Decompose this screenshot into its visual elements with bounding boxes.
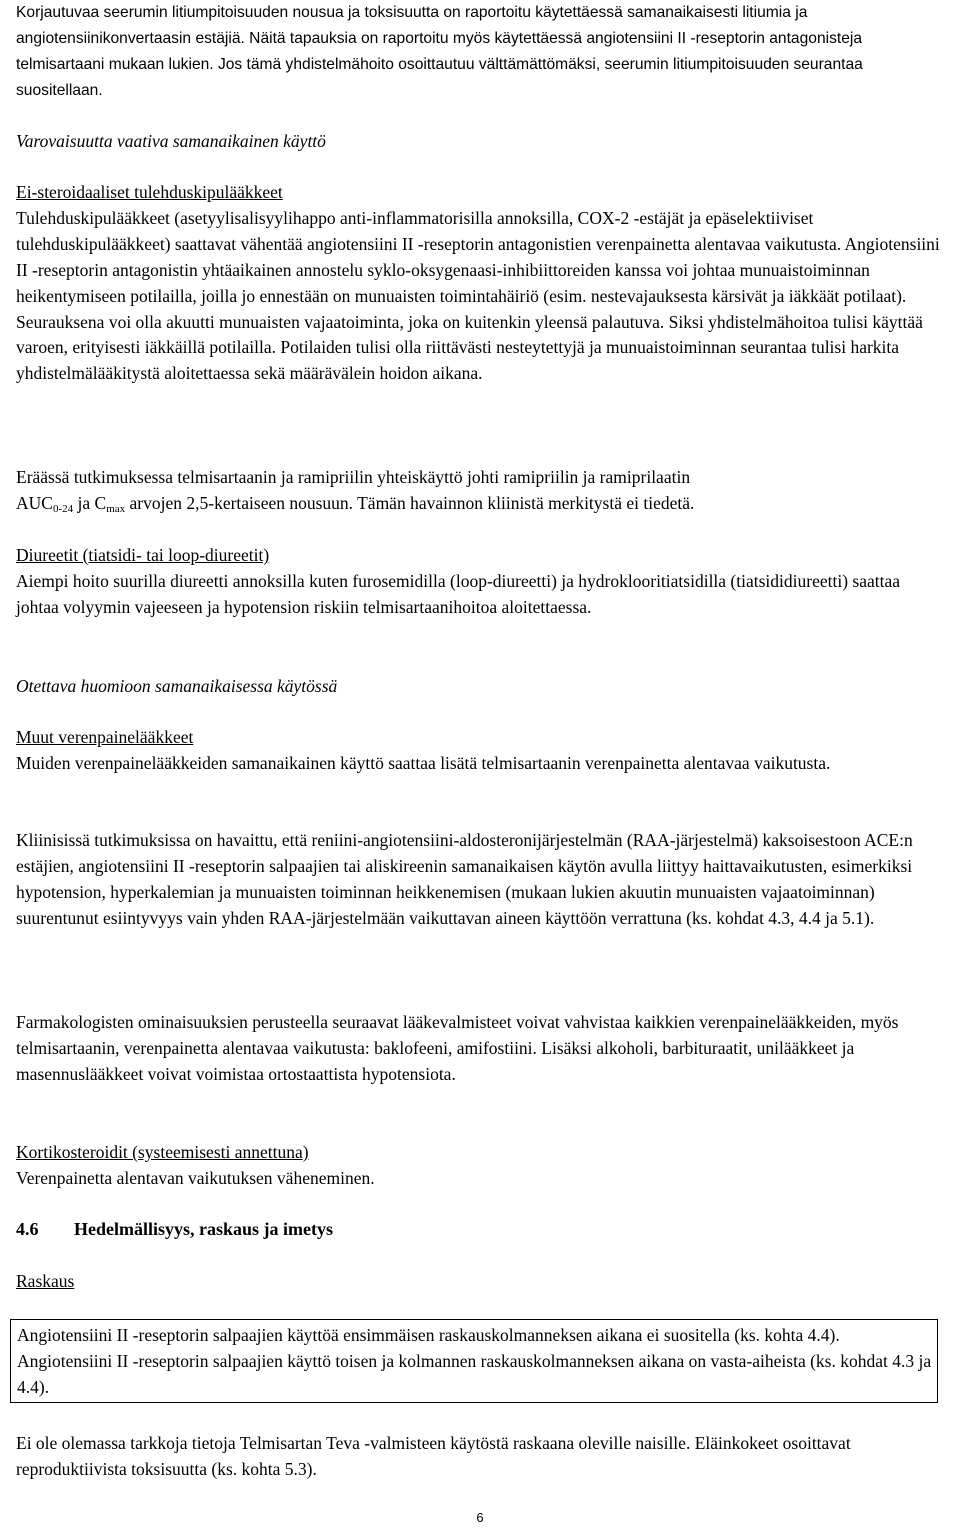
cmax-subscript: max [106,502,126,515]
ramipril-rest: arvojen 2,5-kertaiseen nousuun. Tämän havainnon kliinistä merkitystä ei tiedetä. [125,492,695,513]
section-number: 4.6 [16,1219,39,1239]
corticosteroids-title: Kortikosteroidit (systeemisesti annettuna) [16,1142,309,1162]
section-title: Hedelmällisyys, raskaus ja imetys [74,1219,333,1239]
other-bp-title: Muut verenpainelääkkeet [16,727,194,747]
pregnancy-title: Raskaus [16,1271,75,1291]
nsaid-body: Tulehduskipulääkkeet (asetyylisalisyylihappo anti-inflammatorisilla annoksilla, COX-2 -estäjät ja epäselektiiviset tulehduskipulääkkeet) saattavat vähentää angiotensiini II -reseptorin antagonistien verenpainetta alentavaa vaikutusta. Angiotensiini II -reseptorin antagonistin yhtäaikainen annostelu syklo-oksygenaasi-inhibiittoreiden kanssa voi johtaa munuaistoiminnan heikentymiseen potilailla, joilla jo ennestään on munuaisten toimintahäiriö (esim. nestevajauksesta kärsivät ja iäkkäät potilaat). Seurauksena voi olla akuutti munuaisten vajaatoiminta, joka on kuitenkin yleensä palautuva. Siksi yhdistelmähoitoa tulisi käyttää varoen, erityisesti iäkkäillä potilailla. Potilaiden tulisi olla riittävästi nesteytettyjä ja munuaistoiminnan seurantaa tulisi harkita yhdistelmälääkitystä aloitettaessa sekä määrävälein hoidon aikana. [16,207,940,384]
raa-paragraph: Kliinisissä tutkimuksissa on havaittu, että reniini-angiotensiini-aldosteronijärjestelmän (RAA-järjestelmä) kaksoisestoon ACE:n estäjien, angiotensiini II -reseptorin salpaajien tai aliskireenin samanaikaisen käytön avulla liittyy haittavaikutusten, esimerkiksi hypotension, hyperkalemian ja munuaisten toiminnan heikkenemisen (mukaan lukien akuutin munuaisten vajaatoiminnan) suurentunut esiintyvyys vain yhden RAA-järjestelmään vaikuttavan aineen käyttöön verrattuna (ks. kohdat 4.3, 4.4 ja 5.1). [16,830,913,928]
pregnancy-warning-box [10,1319,938,1403]
auc-label: AUC [16,492,53,513]
nsaid-title: Ei-steroidaaliset tulehduskipulääkkeet [16,182,283,202]
and-c-label: ja C [73,492,107,513]
diuretics-title: Diureetit (tiatsidi- tai loop-diureetit) [16,545,270,565]
no-data-paragraph: Ei ole olemassa tarkkoja tietoja Telmisartan Teva -valmisteen käytöstä raskaana oleville naisille. Eläinkokeet osoittavat reproduktiivista toksisuutta (ks. kohta 5.3). [16,1433,851,1479]
other-bp-body: Muiden verenpainelääkkeiden samanaikainen käyttö saattaa lisätä telmisartaanin verenpainetta alentavaa vaikutusta. [16,752,831,773]
page-number: 6 [476,1510,484,1525]
other-bp-section [16,725,946,777]
consider-heading: Otettava huomioon samanaikaisessa käytössä [16,676,338,696]
nsaid-section [16,180,946,387]
section-4-6-heading [16,1217,946,1243]
diuretics-section [16,543,946,621]
ramipril-line1: Eräässä tutkimuksessa telmisartaanin ja ramipriilin yhteiskäyttö johti ramipriilin ja ramiprilaatin [16,467,691,487]
auc-subscript: 0-24 [52,502,74,515]
pregnancy-warning-text: Angiotensiini II -reseptorin salpaajien käyttöä ensimmäisen raskauskolmanneksen aikana ei suositella (ks. kohta 4.4). Angiotensiini II -reseptorin salpaajien käyttö toisen ja kolmannen raskauskolmanneksen aikana on vasta-aiheista (ks. kohdat 4.3 ja 4.4). [17,1325,932,1397]
caution-heading: Varovaisuutta vaativa samanaikainen käyttö [16,131,326,151]
diuretics-body: Aiempi hoito suurilla diureetti annoksilla kuten furosemidilla (loop-diureetti) ja hydroklooritiatsidilla (tiatsididiureetti) saattaa johtaa volyymin vajeeseen ja hypotension riskiin telmisartaanihoitoa aloitettaessa. [16,570,901,617]
corticosteroids-body: Verenpainetta alentavan vaikutuksen väheneminen. [16,1167,375,1188]
lithium-paragraph: Korjautuvaa seerumin litiumpitoisuuden nousua ja toksisuutta on raportoitu käytettäessä samanaikaisesti litiumia ja angiotensiinikonvertaasin estäjiä. Näitä tapauksia on raportoitu myös käytettäessä angiotensiini II -reseptorin antagonisteja telmisartaani mukaan lukien. Jos tämä yhdistelmähoito osoittautuu välttämättömäksi, seerumin litiumpitoisuuden seurantaa suositellaan. [16,4,863,99]
pharmacology-paragraph: Farmakologisten ominaisuuksien perusteella seuraavat lääkevalmisteet voivat vahvistaa kaikkien verenpainelääkkeiden, myös telmisartaanin, verenpainetta alentavaa vaikutusta: baklofeeni, amifostiini. Lisäksi alkoholi, barbituraatit, unilääkkeet ja masennuslääkkeet voivat voimistaa ortostaattista hypotensiota. [16,1012,899,1084]
corticosteroids-section [16,1140,946,1192]
ramipril-paragraph [16,465,946,517]
